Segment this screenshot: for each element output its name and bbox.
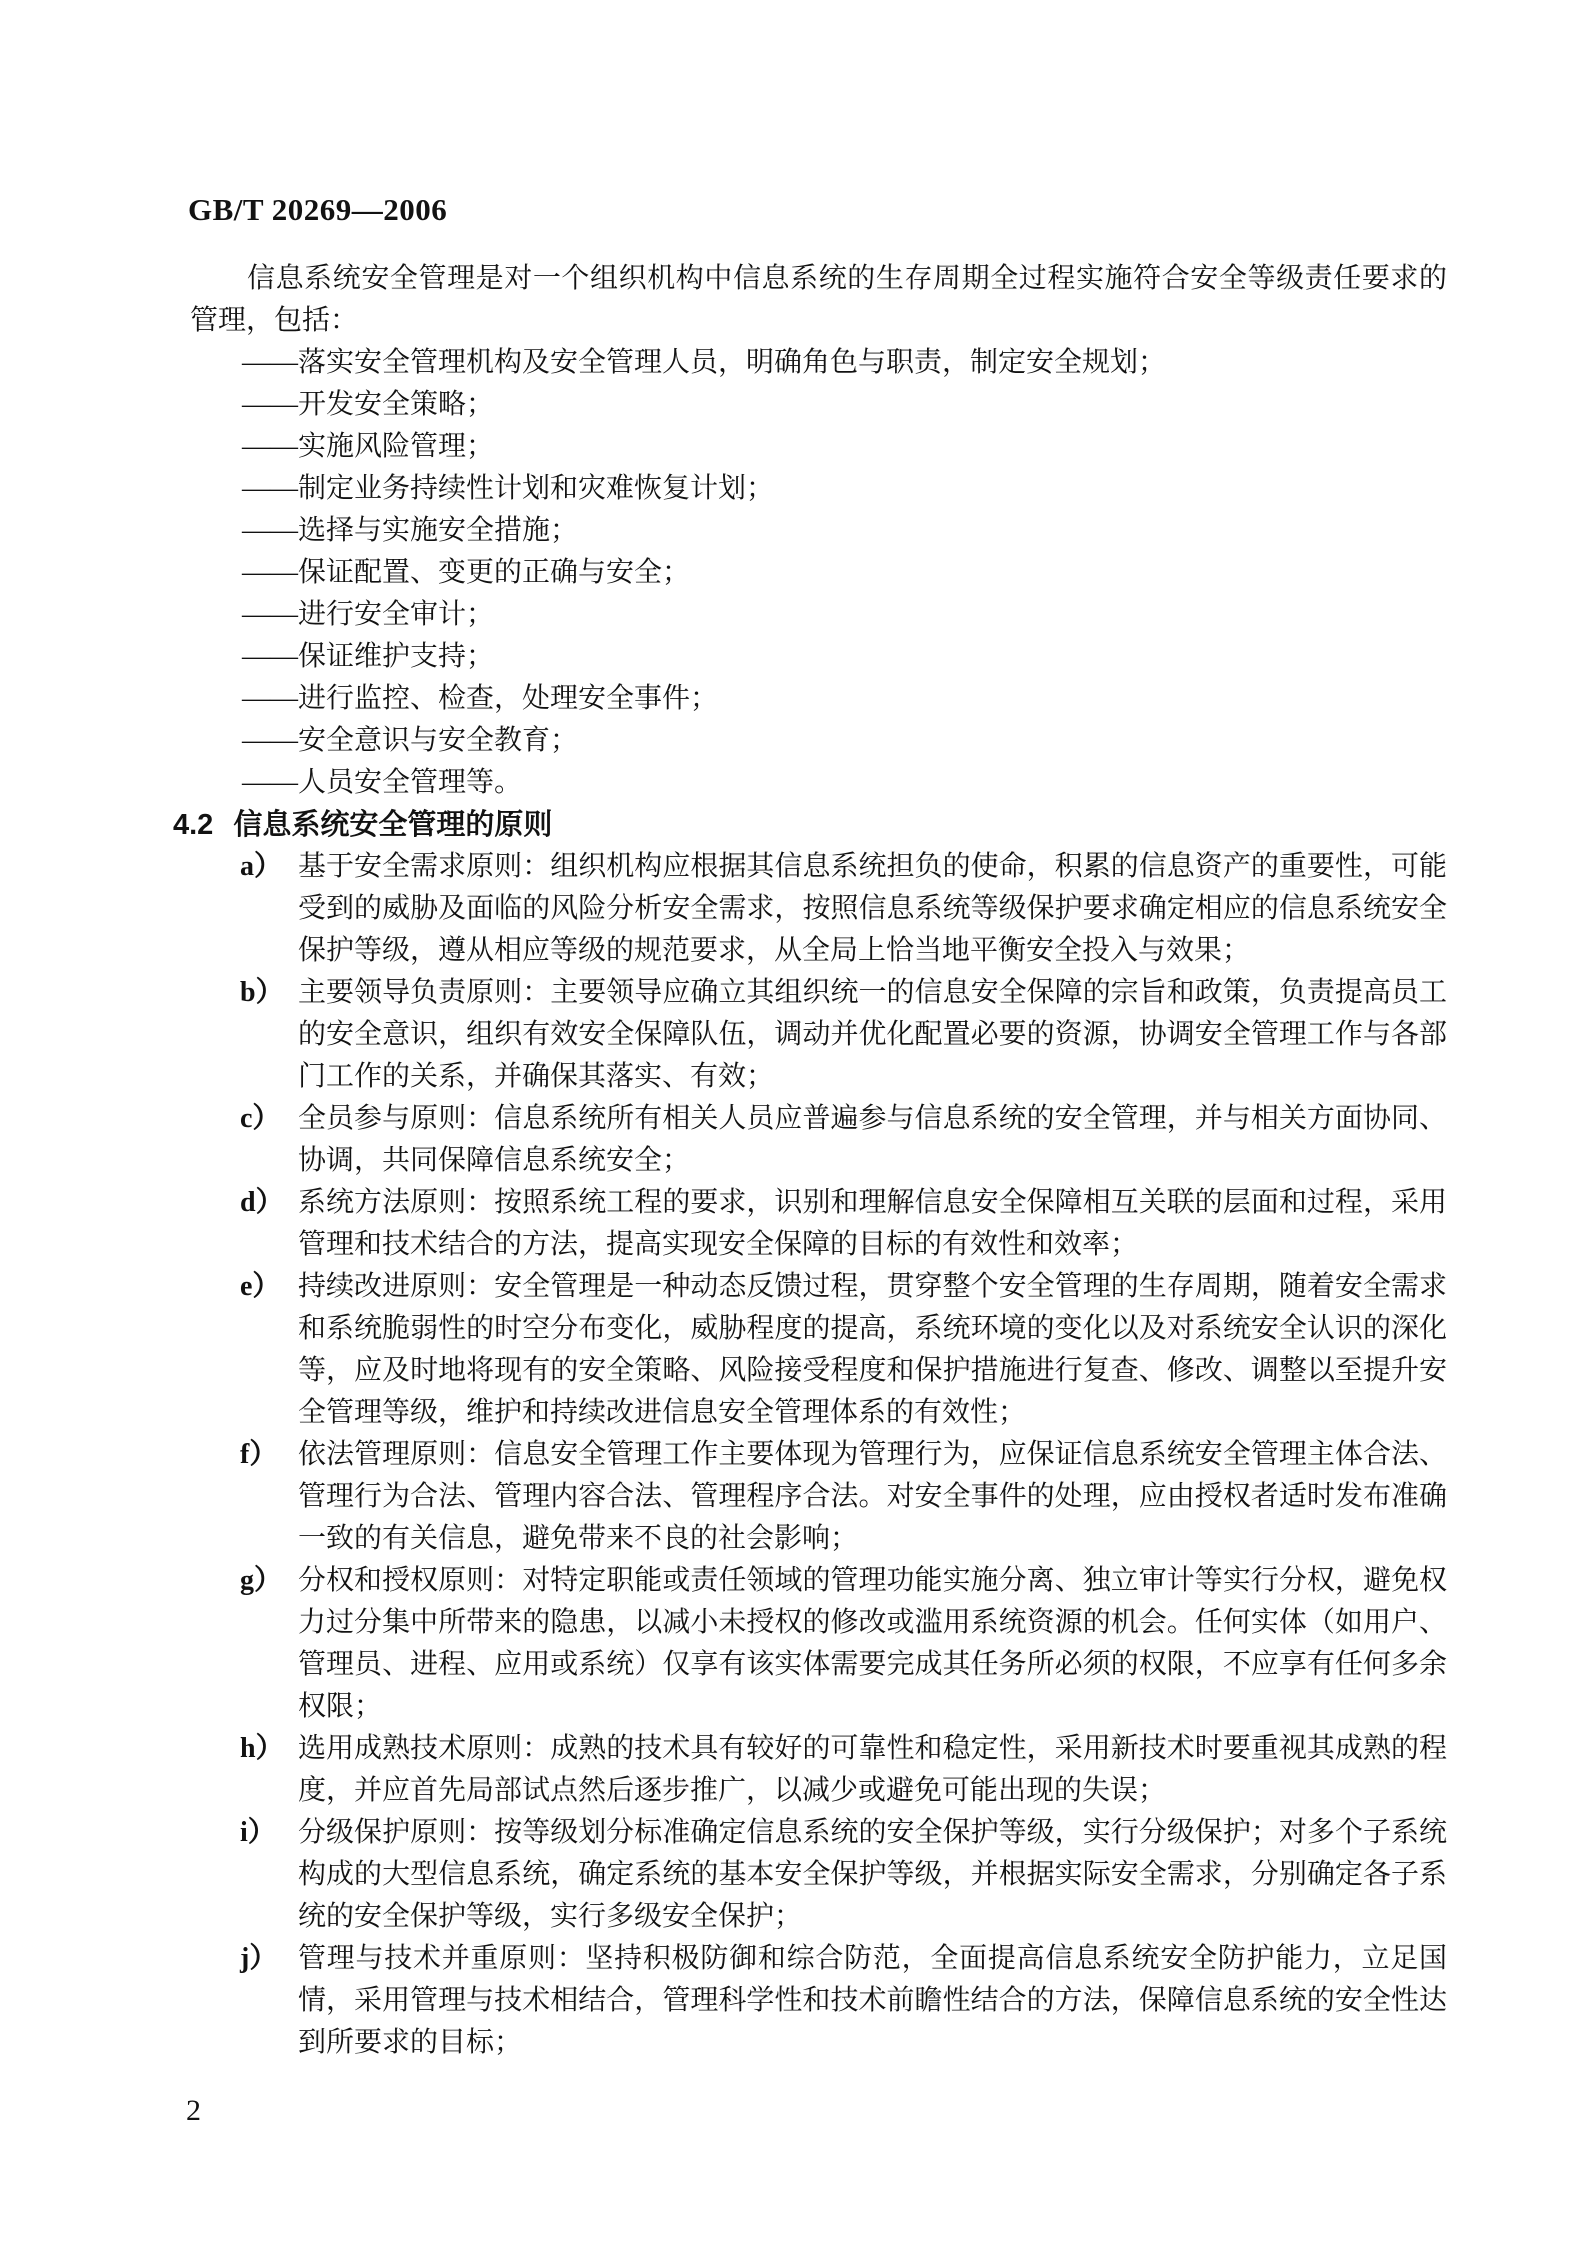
document-header: GB/T 20269—2006 <box>188 192 448 227</box>
list-item <box>190 1182 1447 1266</box>
item-label: d） <box>240 1187 284 1218</box>
item-label: b） <box>240 977 284 1008</box>
item-label: g） <box>240 1565 283 1596</box>
dash-list <box>190 342 1447 804</box>
list-item <box>190 972 1447 1098</box>
item-text: 系统方法原则：按照系统工程的要求，识别和理解信息安全保障相互关联的层面和过程，采用管理和技术结合的方法，提高实现安全保障的目标的有效性和效率； <box>298 1187 1447 1260</box>
item-text: 持续改进原则：安全管理是一种动态反馈过程，贯穿整个安全管理的生存周期，随着安全需求和系统脆弱性的时空分布变化，威胁程度的提高，系统环境的变化以及对系统安全认识的深化等，应及时地将现有的安全策略、风险接受程度和保护措施进行复查、修改、调整以至提升安全管理等级，维护和持续改进信息安全管理体系的有效性； <box>298 1271 1447 1428</box>
list-item: ——实施风险管理； <box>242 431 495 462</box>
document-body <box>173 258 1447 2064</box>
list-item: ——进行安全审计； <box>242 599 495 630</box>
list-item: ——落实安全管理机构及安全管理人员，明确角色与职责，制定安全规划； <box>242 347 1167 378</box>
item-label: i） <box>240 1817 276 1848</box>
list-item: ——进行监控、检查，处理安全事件； <box>242 683 719 714</box>
principles-list <box>190 846 1447 2064</box>
list-item <box>190 1098 1447 1182</box>
list-item: ——选择与实施安全措施； <box>242 515 579 546</box>
list-item <box>190 1728 1447 1812</box>
intro-paragraph: 信息系统安全管理是对一个组织机构中信息系统的生存周期全过程实施符合安全等级责任要求的管理，包括： <box>190 263 1447 336</box>
item-text: 全员参与原则：信息系统所有相关人员应普遍参与信息系统的安全管理，并与相关方面协同、协调，共同保障信息系统安全； <box>298 1103 1447 1176</box>
item-label: e） <box>240 1271 281 1302</box>
list-item: ——保证配置、变更的正确与安全； <box>242 557 691 588</box>
list-item <box>190 1938 1447 2064</box>
list-item <box>190 1812 1447 1938</box>
item-text: 分级保护原则：按等级划分标准确定信息系统的安全保护等级，实行分级保护；对多个子系统构成的大型信息系统，确定系统的基本安全保护等级，并根据实际安全需求，分别确定各子系统的安全保护等级，实行多级安全保护； <box>298 1817 1447 1932</box>
item-text: 基于安全需求原则：组织机构应根据其信息系统担负的使命，积累的信息资产的重要性，可能受到的威胁及面临的风险分析安全需求，按照信息系统等级保护要求确定相应的信息系统安全保护等级，遵从相应等级的规范要求，从全局上恰当地平衡安全投入与效果； <box>298 851 1447 966</box>
item-text: 分权和授权原则：对特定职能或责任领域的管理功能实施分离、独立审计等实行分权，避免权力过分集中所带来的隐患，以减小未授权的修改或滥用系统资源的机会。任何实体（如用户、管理员、进程、应用或系统）仅享有该实体需要完成其任务所必须的权限，不应享有任何多余权限； <box>298 1565 1447 1722</box>
item-label: c） <box>240 1103 281 1134</box>
item-label: h） <box>240 1733 284 1764</box>
list-item <box>190 846 1447 972</box>
list-item: ——安全意识与安全教育； <box>242 725 579 756</box>
page-number: 2 <box>186 2094 201 2127</box>
list-item: ——人员安全管理等。 <box>242 767 523 798</box>
list-item <box>190 1434 1447 1560</box>
item-label: j） <box>240 1943 278 1974</box>
item-text: 主要领导负责原则：主要领导应确立其组织统一的信息安全保障的宗旨和政策，负责提高员工的安全意识，组织有效安全保障队伍，调动并优化配置必要的资源，协调安全管理工作与各部门工作的关系，并确保其落实、有效； <box>298 977 1447 1092</box>
item-label: f） <box>240 1439 278 1470</box>
item-text: 管理与技术并重原则：坚持积极防御和综合防范，全面提高信息系统安全防护能力，立足国情，采用管理与技术相结合，管理科学性和技术前瞻性结合的方法，保障信息系统的安全性达到所要求的目标； <box>298 1943 1447 2058</box>
list-item: ——开发安全策略； <box>242 389 495 420</box>
list-item <box>190 1266 1447 1434</box>
section-title: 信息系统安全管理的原则 <box>233 809 553 841</box>
section-heading <box>173 804 1447 846</box>
item-text: 选用成熟技术原则：成熟的技术具有较好的可靠性和稳定性，采用新技术时要重视其成熟的程度，并应首先局部试点然后逐步推广，以减少或避免可能出现的失误； <box>298 1733 1447 1806</box>
list-item: ——制定业务持续性计划和灾难恢复计划； <box>242 473 775 504</box>
list-item <box>190 1560 1447 1728</box>
item-label: a） <box>240 851 283 882</box>
section-number: 4.2 <box>173 809 214 841</box>
list-item: ——保证维护支持； <box>242 641 495 672</box>
item-text: 依法管理原则：信息安全管理工作主要体现为管理行为，应保证信息系统安全管理主体合法、管理行为合法、管理内容合法、管理程序合法。对安全事件的处理，应由授权者适时发布准确一致的有关信息，避免带来不良的社会影响； <box>298 1439 1447 1554</box>
